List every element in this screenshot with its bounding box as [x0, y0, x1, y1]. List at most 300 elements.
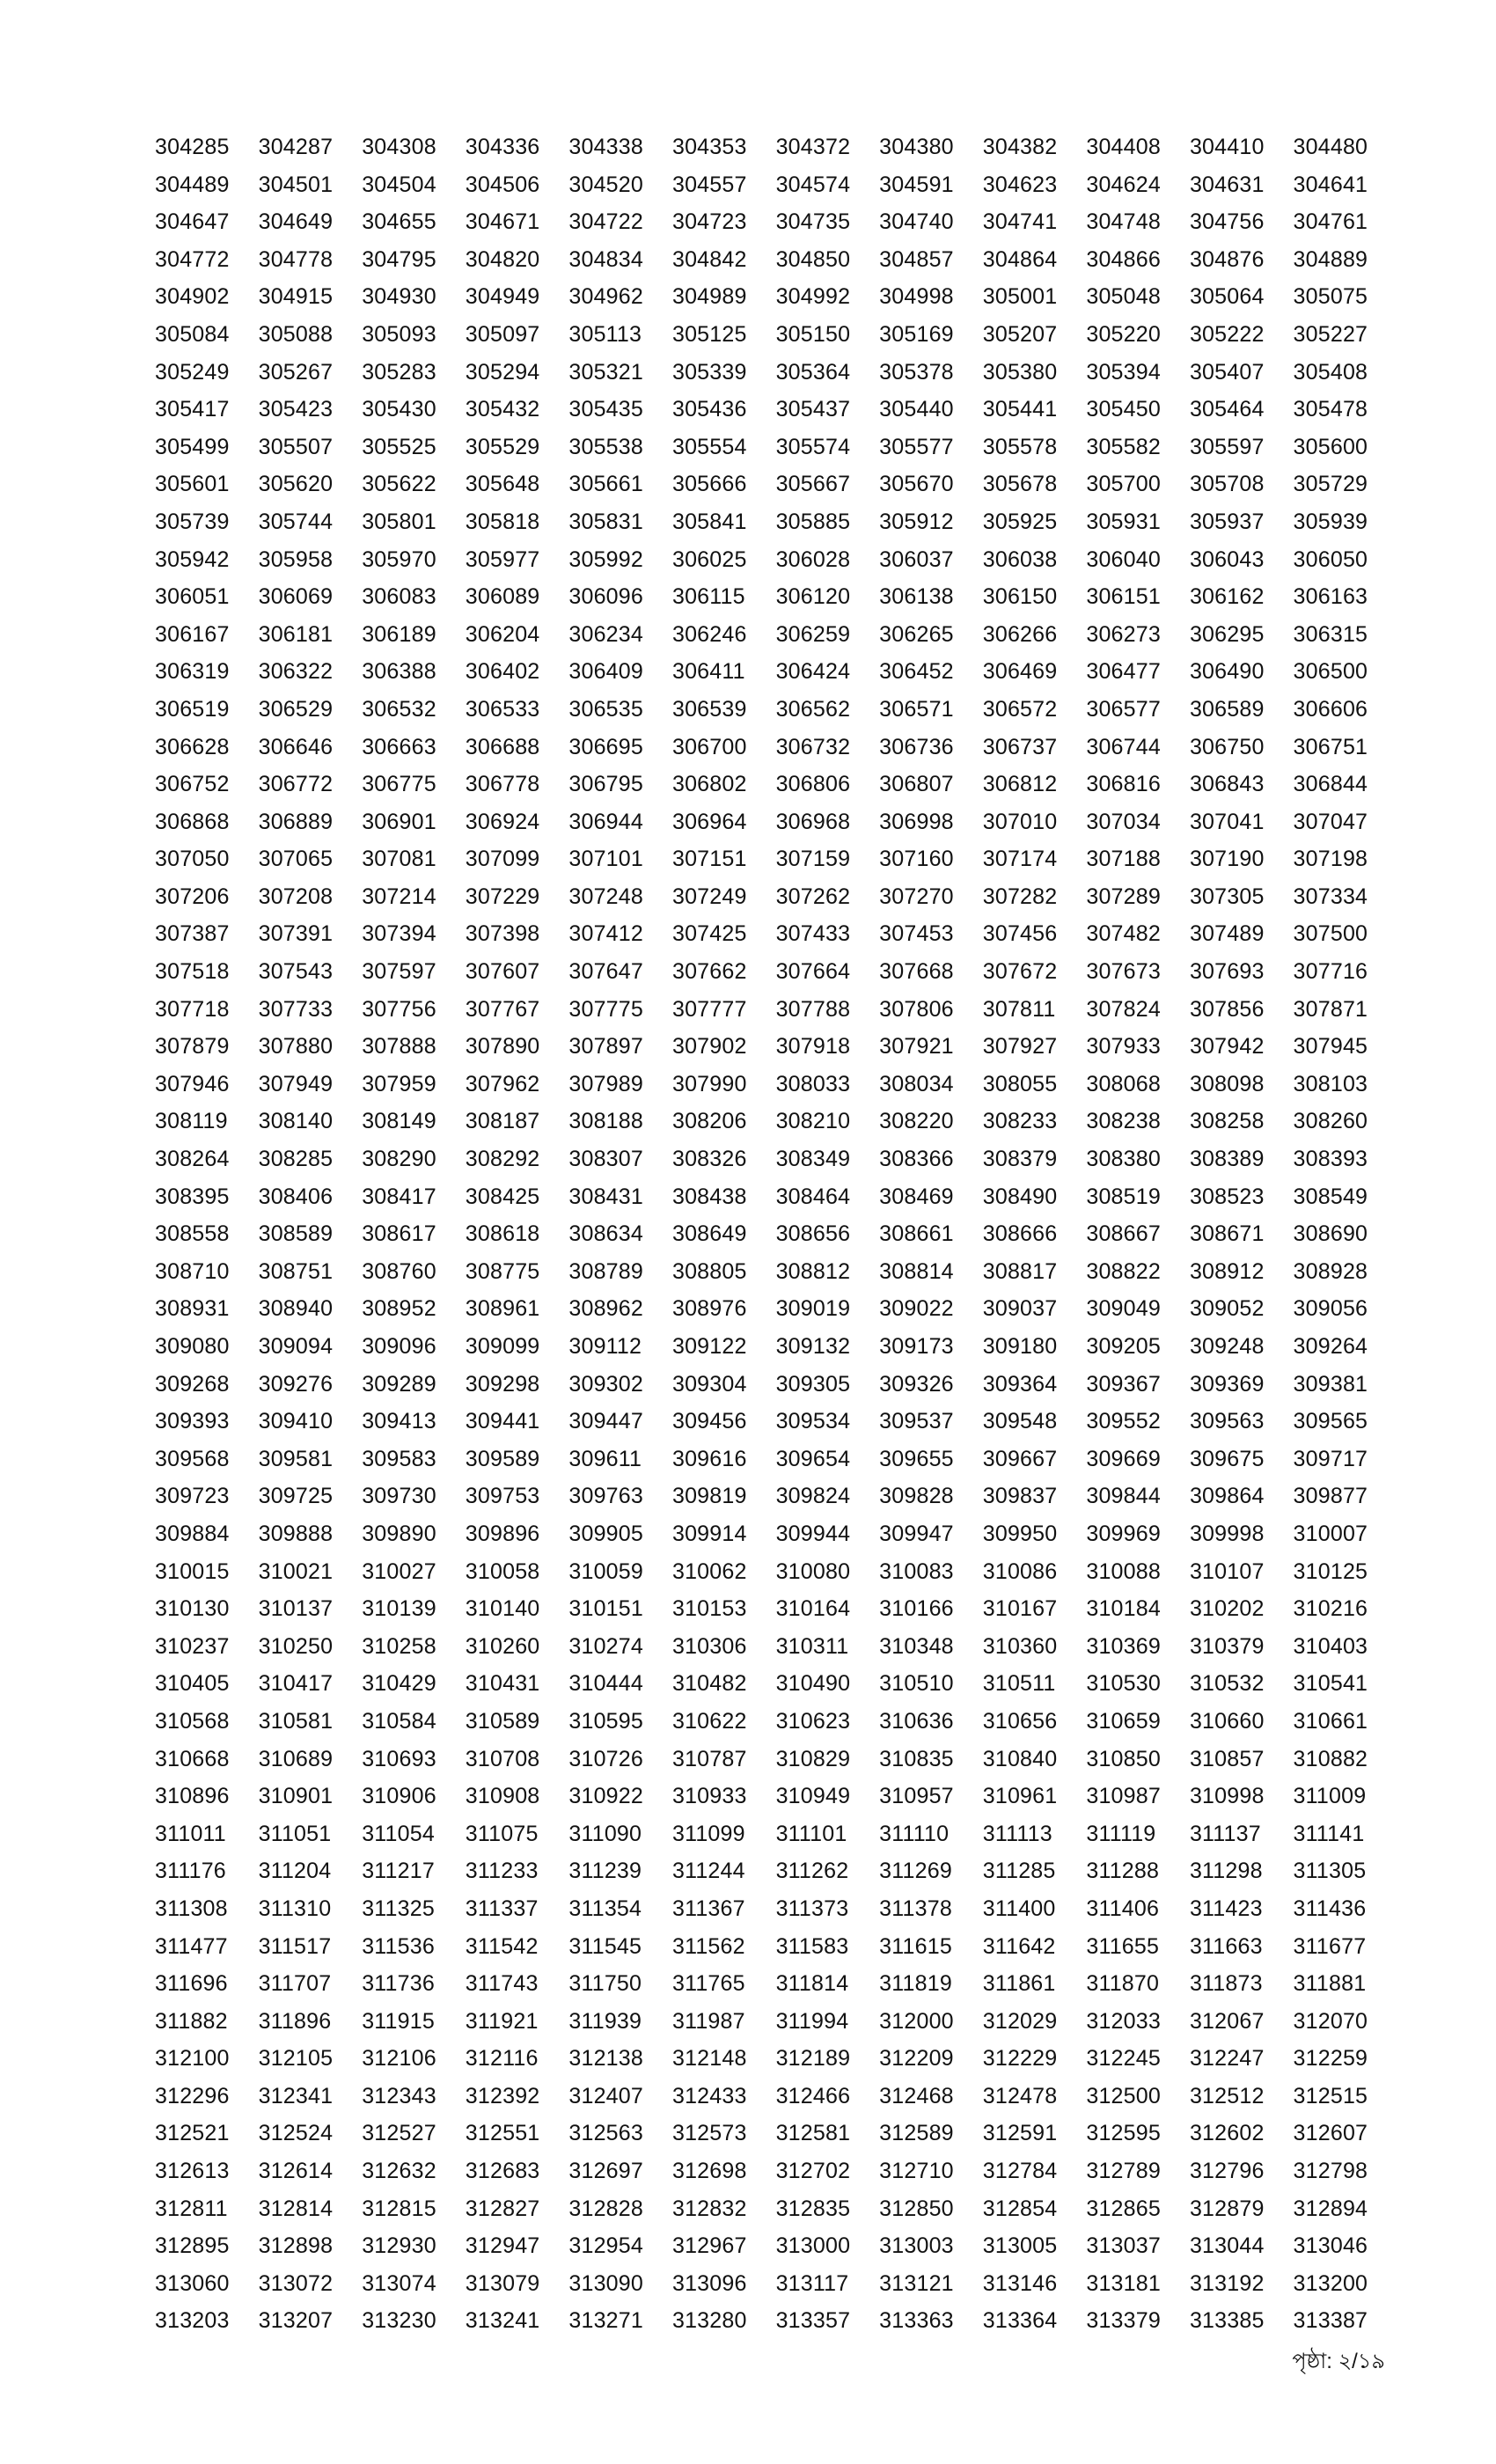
roll-number: 304850	[775, 246, 851, 272]
roll-number: 309264	[1293, 1334, 1368, 1359]
roll-number: 306259	[775, 621, 851, 647]
roll-number: 308258	[1189, 1109, 1265, 1134]
roll-number: 312116	[465, 2046, 539, 2072]
roll-number: 310360	[982, 1633, 1058, 1659]
roll-number: 308490	[982, 1184, 1058, 1209]
roll-number: 310882	[1293, 1746, 1368, 1771]
roll-number: 312595	[1086, 2121, 1161, 2146]
roll-number: 311239	[568, 1859, 642, 1884]
roll-number: 312189	[775, 2046, 851, 2072]
roll-number: 310166	[879, 1596, 954, 1622]
roll-number: 309730	[362, 1484, 436, 1509]
roll-number: 309611	[568, 1446, 642, 1471]
roll-number: 308519	[1086, 1184, 1161, 1209]
roll-number: 307879	[155, 1034, 230, 1060]
roll-number: 306295	[1189, 621, 1265, 647]
roll-number: 309675	[1189, 1446, 1265, 1471]
roll-number: 308417	[362, 1184, 436, 1209]
roll-number: 306500	[1293, 659, 1368, 685]
roll-number: 310021	[258, 1558, 334, 1584]
roll-number: 311921	[465, 2008, 539, 2034]
roll-number: 304748	[1086, 209, 1161, 235]
roll-number: 309969	[1086, 1521, 1161, 1546]
roll-number: 305093	[362, 321, 436, 347]
roll-number: 308103	[1293, 1071, 1368, 1096]
roll-number: 309616	[671, 1446, 747, 1471]
roll-number: 312067	[1189, 2008, 1265, 2034]
roll-number: 312407	[568, 2083, 643, 2108]
roll-number: 310083	[879, 1558, 954, 1584]
roll-number: 310130	[155, 1596, 230, 1622]
roll-number: 309037	[982, 1296, 1058, 1322]
roll-number: 312865	[1086, 2196, 1161, 2221]
roll-number: 310311	[775, 1633, 849, 1659]
roll-number: 309655	[879, 1446, 954, 1471]
roll-number: 307693	[1189, 959, 1265, 985]
roll-number: 306040	[1086, 546, 1161, 572]
roll-number: 311819	[879, 1971, 952, 1997]
roll-number: 309654	[775, 1446, 851, 1471]
roll-number: 309947	[879, 1521, 954, 1546]
roll-number: 306732	[775, 734, 851, 759]
roll-number: 313364	[982, 2308, 1058, 2334]
roll-number: 306529	[258, 696, 334, 722]
roll-number: 312033	[1086, 2008, 1161, 2034]
roll-number: 307456	[982, 921, 1058, 947]
roll-number: 307034	[1086, 809, 1161, 834]
roll-number: 310184	[1086, 1596, 1161, 1622]
roll-number: 309180	[982, 1334, 1058, 1359]
roll-number: 304380	[879, 135, 954, 159]
roll-number: 308098	[1189, 1071, 1265, 1096]
roll-number: 306083	[362, 584, 436, 610]
roll-number: 310086	[982, 1558, 1058, 1584]
roll-number: 306025	[671, 546, 747, 572]
roll-number: 308379	[982, 1147, 1058, 1172]
roll-number: 311423	[1189, 1896, 1263, 1921]
roll-number: 309456	[671, 1409, 747, 1434]
roll-number: 305977	[465, 546, 540, 572]
roll-number: 310444	[568, 1671, 643, 1697]
roll-number: 311642	[982, 1933, 1056, 1959]
roll-number: 313074	[362, 2270, 436, 2296]
roll-number: 312515	[1293, 2083, 1368, 2108]
roll-number: 310857	[1189, 1746, 1265, 1771]
roll-number: 308618	[465, 1221, 540, 1247]
roll-number: 305249	[155, 359, 230, 385]
roll-number: 304740	[879, 209, 954, 235]
roll-number: 305432	[465, 397, 540, 422]
roll-number: 306924	[465, 809, 540, 834]
roll-number: 311101	[775, 1821, 847, 1846]
roll-number: 307921	[879, 1034, 954, 1060]
roll-number: 307933	[1086, 1034, 1161, 1060]
roll-number: 312209	[879, 2046, 954, 2072]
roll-number: 307289	[1086, 884, 1161, 909]
roll-number: 312105	[258, 2046, 334, 2072]
roll-number: 308366	[879, 1147, 954, 1172]
roll-number: 312710	[879, 2159, 954, 2184]
roll-number: 309298	[465, 1371, 540, 1397]
roll-number: 307890	[465, 1034, 540, 1060]
roll-number: 305339	[671, 359, 747, 385]
roll-number: 306964	[671, 809, 747, 834]
roll-number: 308307	[568, 1147, 643, 1172]
roll-number: 306424	[775, 659, 851, 685]
roll-number: 308671	[1189, 1221, 1265, 1247]
roll-number: 310490	[775, 1671, 851, 1697]
roll-number: 305220	[1086, 321, 1161, 347]
roll-number: 307775	[568, 996, 643, 1022]
roll-number: 309534	[775, 1409, 851, 1434]
roll-number: 305294	[465, 359, 540, 385]
roll-number: 305538	[568, 434, 643, 459]
roll-number: 308952	[362, 1296, 436, 1322]
roll-number: 311204	[258, 1859, 332, 1884]
roll-number: 312607	[1293, 2121, 1368, 2146]
roll-number: 307214	[362, 884, 436, 909]
roll-number: 304820	[465, 246, 540, 272]
roll-number: 304591	[879, 172, 954, 197]
roll-number: 307880	[258, 1034, 334, 1060]
roll-number: 313181	[1086, 2270, 1161, 2296]
roll-number: 310693	[362, 1746, 436, 1771]
roll-number: 304480	[1293, 135, 1368, 159]
roll-number: 313000	[775, 2233, 851, 2259]
roll-number: 312100	[155, 2046, 230, 2072]
roll-number: 306402	[465, 659, 540, 685]
roll-number: 310482	[671, 1671, 747, 1697]
roll-number: 308549	[1293, 1184, 1368, 1209]
roll-number: 312835	[775, 2196, 851, 2221]
roll-number: 305436	[671, 397, 747, 422]
roll-number: 306246	[671, 621, 747, 647]
roll-number: 309950	[982, 1521, 1058, 1546]
roll-number: 308140	[258, 1109, 334, 1134]
roll-number: 311367	[671, 1896, 745, 1921]
roll-number: 311288	[1086, 1859, 1160, 1884]
roll-number: 304285	[155, 135, 230, 159]
roll-number: 305597	[1189, 434, 1265, 459]
roll-number: 310107	[1189, 1558, 1265, 1584]
roll-number: 308962	[568, 1296, 643, 1322]
roll-number: 306409	[568, 659, 643, 685]
roll-number: 307990	[671, 1071, 747, 1096]
roll-number: 308119	[155, 1109, 228, 1134]
roll-number: 306315	[1293, 621, 1368, 647]
roll-number: 312148	[671, 2046, 747, 2072]
roll-number: 306028	[775, 546, 851, 572]
roll-number: 310080	[775, 1558, 851, 1584]
roll-number: 304756	[1189, 209, 1265, 235]
roll-number: 305150	[775, 321, 851, 347]
roll-number: 305958	[258, 546, 334, 572]
roll-number: 307918	[775, 1034, 851, 1060]
roll-number: 310274	[568, 1633, 643, 1659]
roll-number: 307897	[568, 1034, 643, 1060]
roll-number: 312894	[1293, 2196, 1368, 2221]
roll-number: 307398	[465, 921, 540, 947]
roll-number: 306646	[258, 734, 334, 759]
roll-number: 307949	[258, 1071, 334, 1096]
roll-number: 308666	[982, 1221, 1058, 1247]
roll-number: 306844	[1293, 772, 1368, 797]
roll-number: 309548	[982, 1409, 1058, 1434]
roll-number: 313387	[1293, 2308, 1368, 2334]
roll-number: 304655	[362, 209, 436, 235]
roll-number: 310216	[1293, 1596, 1368, 1622]
roll-number: 311262	[775, 1859, 849, 1884]
roll-number: 307190	[1189, 847, 1265, 872]
roll-number: 305578	[982, 434, 1058, 459]
roll-number: 309581	[258, 1446, 334, 1471]
roll-number: 304647	[155, 209, 230, 235]
roll-number: 307788	[775, 996, 851, 1022]
roll-number: 311009	[1293, 1784, 1367, 1809]
roll-number: 306519	[155, 696, 230, 722]
roll-number: 306772	[258, 772, 334, 797]
roll-number: 306150	[982, 584, 1058, 610]
roll-number: 311373	[775, 1896, 849, 1921]
roll-number: 312947	[465, 2233, 540, 2259]
roll-number: 304735	[775, 209, 851, 235]
roll-number: 309888	[258, 1521, 334, 1546]
roll-number: 304623	[982, 172, 1058, 197]
roll-number: 305801	[362, 509, 436, 534]
roll-number: 308264	[155, 1147, 230, 1172]
roll-number: 309447	[568, 1409, 643, 1434]
roll-number: 307270	[879, 884, 954, 909]
roll-number: 308589	[258, 1221, 334, 1247]
roll-number: 313192	[1189, 2270, 1265, 2296]
roll-number: 311939	[568, 2008, 642, 2034]
roll-number: 311870	[1086, 1971, 1160, 1997]
roll-number: 307151	[671, 847, 747, 872]
roll-number: 307305	[1189, 884, 1265, 909]
roll-number: 306700	[671, 734, 747, 759]
roll-number: 306539	[671, 696, 747, 722]
roll-number: 305992	[568, 546, 643, 572]
roll-number: 306050	[1293, 546, 1368, 572]
roll-number: 307959	[362, 1071, 436, 1096]
roll-number: 304308	[362, 135, 436, 159]
roll-number: 311325	[362, 1896, 435, 1921]
roll-number: 310660	[1189, 1708, 1265, 1734]
roll-number: 310058	[465, 1558, 540, 1584]
roll-number: 305435	[568, 397, 643, 422]
roll-number: 304723	[671, 209, 747, 235]
roll-number: 312466	[775, 2083, 851, 2108]
roll-number: 305912	[879, 509, 954, 534]
roll-number: 307871	[1293, 996, 1368, 1022]
roll-number: 313037	[1086, 2233, 1161, 2259]
roll-number: 311113	[982, 1821, 1052, 1846]
roll-number: 309302	[568, 1371, 643, 1397]
roll-number: 308940	[258, 1296, 334, 1322]
roll-number: 304741	[982, 209, 1058, 235]
roll-number: 310835	[879, 1746, 954, 1771]
roll-number: 312478	[982, 2083, 1058, 2108]
roll-number: 310661	[1293, 1708, 1368, 1734]
roll-number: 312573	[671, 2121, 747, 2146]
roll-number: 308380	[1086, 1147, 1161, 1172]
roll-number: 312784	[982, 2159, 1058, 2184]
roll-number: 305499	[155, 434, 230, 459]
roll-number: 308034	[879, 1071, 954, 1096]
roll-number: 305321	[568, 359, 643, 385]
roll-number: 310595	[568, 1708, 643, 1734]
roll-number: 312879	[1189, 2196, 1265, 2221]
roll-number: 309864	[1189, 1484, 1265, 1509]
roll-number: 310584	[362, 1708, 436, 1734]
roll-number: 310151	[568, 1596, 643, 1622]
roll-number: 312798	[1293, 2159, 1368, 2184]
roll-number: 310589	[465, 1708, 540, 1734]
roll-number: 305441	[982, 397, 1058, 422]
roll-number: 306968	[775, 809, 851, 834]
roll-number: 306571	[879, 696, 954, 722]
roll-number: 306051	[155, 584, 230, 610]
roll-number: 307500	[1293, 921, 1368, 947]
roll-number: 306388	[362, 659, 436, 685]
roll-number: 309944	[775, 1521, 851, 1546]
roll-number: 305554	[671, 434, 747, 459]
roll-number: 309723	[155, 1484, 230, 1509]
roll-number: 305666	[671, 472, 747, 497]
roll-number: 309122	[671, 1334, 747, 1359]
roll-number: 310896	[155, 1784, 230, 1809]
roll-number: 310532	[1189, 1671, 1265, 1697]
roll-number: 308389	[1189, 1147, 1265, 1172]
roll-number: 309413	[362, 1409, 436, 1434]
roll-number: 306663	[362, 734, 436, 759]
roll-number: 310689	[258, 1746, 334, 1771]
roll-number: 308285	[258, 1147, 334, 1172]
roll-number: 312967	[671, 2233, 747, 2259]
roll-number: 310568	[155, 1708, 230, 1734]
roll-number: 310623	[775, 1708, 851, 1734]
roll-number: 308406	[258, 1184, 334, 1209]
roll-number: 311743	[465, 1971, 539, 1997]
roll-number: 304557	[671, 172, 747, 197]
roll-number: 312614	[258, 2159, 334, 2184]
roll-number: 310431	[465, 1671, 540, 1697]
roll-number: 310510	[879, 1671, 954, 1697]
roll-number: 307989	[568, 1071, 643, 1096]
roll-number: 312591	[982, 2121, 1058, 2146]
roll-number: 309022	[879, 1296, 954, 1322]
roll-number: 312702	[775, 2159, 851, 2184]
roll-number: 309080	[155, 1334, 230, 1359]
roll-number: 310987	[1086, 1784, 1161, 1809]
roll-number: 310541	[1293, 1671, 1368, 1697]
roll-number: 307050	[155, 847, 230, 872]
roll-number: 306628	[155, 734, 230, 759]
roll-number: 305678	[982, 472, 1058, 497]
roll-number: 307888	[362, 1034, 436, 1060]
roll-number: 311308	[155, 1896, 228, 1921]
roll-number: 308523	[1189, 1184, 1265, 1209]
page-number: পৃষ্ঠা: ২/১৯	[1292, 2350, 1385, 2373]
roll-number: 310787	[671, 1746, 747, 1771]
roll-number: 307101	[568, 847, 643, 872]
roll-number: 309583	[362, 1446, 436, 1471]
roll-number: 309381	[1293, 1371, 1368, 1397]
roll-number: 311750	[568, 1971, 642, 1997]
roll-number: 308928	[1293, 1258, 1368, 1284]
roll-number: 307174	[982, 847, 1058, 872]
roll-number: 304998	[879, 284, 954, 310]
roll-number: 306411	[671, 659, 745, 685]
roll-number: 309052	[1189, 1296, 1265, 1322]
roll-number: 311994	[775, 2008, 849, 2034]
roll-number: 311354	[568, 1896, 642, 1921]
roll-number: 305529	[465, 434, 540, 459]
roll-number: 305408	[1293, 359, 1368, 385]
roll-number: 313090	[568, 2270, 643, 2296]
roll-number: 308775	[465, 1258, 540, 1284]
roll-number: 307489	[1189, 921, 1265, 947]
roll-number: 307927	[982, 1034, 1058, 1060]
roll-number: 312524	[258, 2121, 334, 2146]
roll-number: 305667	[775, 472, 851, 497]
roll-number: 305620	[258, 472, 334, 497]
roll-number: 310007	[1293, 1521, 1368, 1546]
roll-number: 304410	[1189, 135, 1265, 159]
roll-number: 307756	[362, 996, 436, 1022]
roll-number: 311233	[465, 1859, 539, 1884]
roll-number: 305574	[775, 434, 851, 459]
roll-number: 304761	[1293, 209, 1368, 235]
roll-number: 305378	[879, 359, 954, 385]
roll-number: 305097	[465, 321, 540, 347]
roll-number: 312563	[568, 2121, 643, 2146]
roll-number: 308290	[362, 1147, 436, 1172]
roll-number: 307229	[465, 884, 540, 909]
roll-number: 309369	[1189, 1371, 1265, 1397]
roll-number: 310167	[982, 1596, 1058, 1622]
roll-number: 307159	[775, 847, 851, 872]
roll-number: 304520	[568, 172, 643, 197]
roll-number: 308656	[775, 1221, 851, 1247]
roll-number: 308912	[1189, 1258, 1265, 1284]
roll-number: 312500	[1086, 2083, 1161, 2108]
roll-number: 305478	[1293, 397, 1368, 422]
roll-number: 305970	[362, 546, 436, 572]
roll-number: 308326	[671, 1147, 747, 1172]
roll-number: 310829	[775, 1746, 851, 1771]
roll-number: 305417	[155, 397, 230, 422]
roll-number: 305700	[1086, 472, 1161, 497]
roll-number: 310998	[1189, 1784, 1265, 1809]
roll-number: 306736	[879, 734, 954, 759]
roll-number: 308238	[1086, 1109, 1161, 1134]
roll-number: 312854	[982, 2196, 1058, 2221]
roll-number: 310140	[465, 1596, 540, 1622]
roll-number: 311873	[1189, 1971, 1263, 1997]
roll-number: 304353	[671, 135, 747, 159]
roll-number: 310250	[258, 1633, 334, 1659]
roll-number: 308710	[155, 1258, 230, 1284]
roll-number: 307824	[1086, 996, 1161, 1022]
roll-number: 306752	[155, 772, 230, 797]
roll-number: 308814	[879, 1258, 954, 1284]
roll-number: 306695	[568, 734, 643, 759]
roll-number: 313241	[465, 2308, 540, 2334]
roll-number: 305207	[982, 321, 1058, 347]
roll-number: 305430	[362, 397, 436, 422]
roll-number: 306167	[155, 621, 230, 647]
